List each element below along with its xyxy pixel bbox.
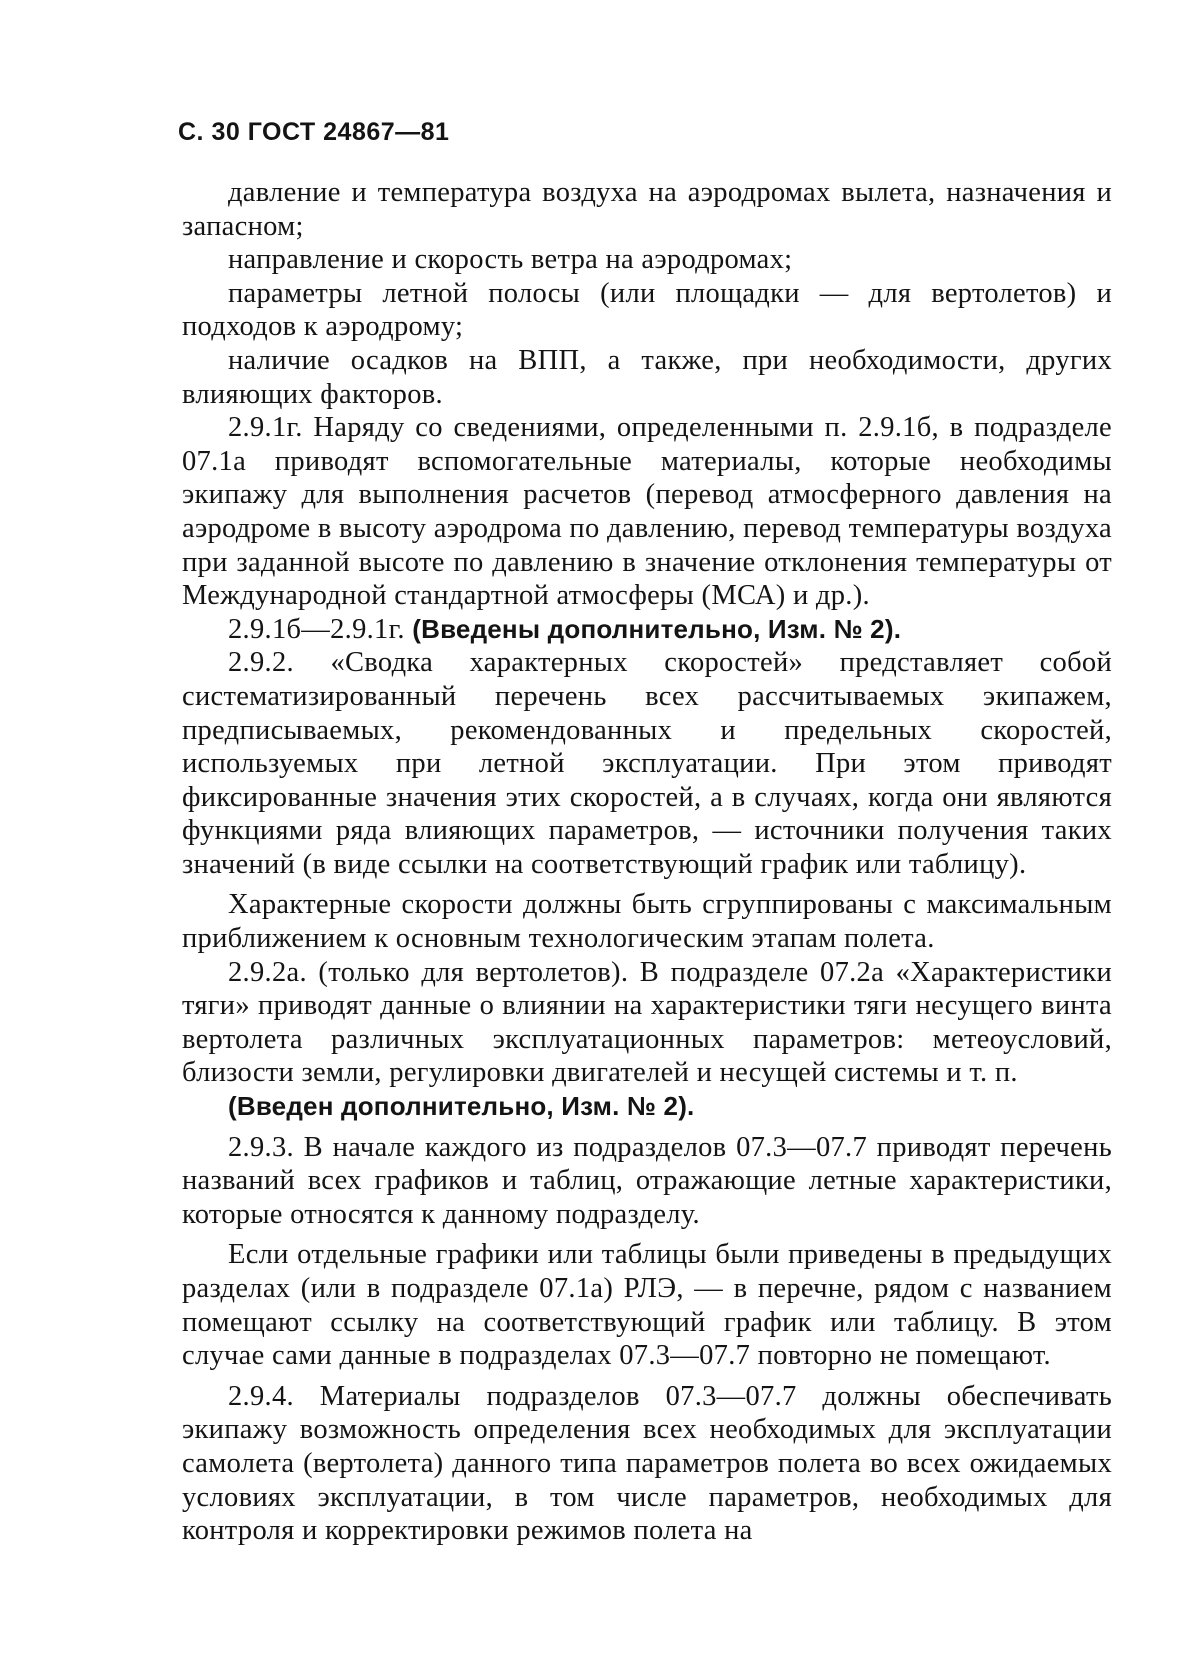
page-header: С. 30 ГОСТ 24867—81 — [178, 118, 450, 146]
paragraph-wind: направление и скорость ветра на аэродромах; — [228, 244, 793, 276]
paragraph-2-9-2a: 2.9.2а. (только для вертолетов). В подразделе 07.2а «Характеристики тяги» приводят данные о влиянии на характеристики тяги несущего винта вертолета различных эксплуатационных параметров: метеоусловий, близости земли, регулировки двигателей и несущей системы и т. п. — [182, 956, 1112, 1089]
amendment-text: (Введен дополнительно, Изм. № 2). — [228, 1091, 695, 1122]
paragraph-amendment-note-2 — [182, 1090, 1112, 1124]
amendment-ref: 2.9.1б—2.9.1г. — [228, 613, 413, 645]
paragraph-2-9-1g: 2.9.1г. Наряду со сведениями, определенными п. 2.9.1б, в подразделе 07.1а приводят вспомогательные материалы, которые необходимы экипажу для выполнения расчетов (перевод атмосферного давления на аэродроме в высоту аэродрома по давлению, перевод температуры воздуха при заданной высоте по давлению в значение отклонения температуры от Международной стандартной атмосферы (МСА) и др.). — [182, 412, 1112, 612]
document-body — [182, 176, 1112, 1548]
paragraph-pressure-temperature: давление и температура воздуха на аэродромах вылета, назначения и запасном; — [182, 177, 1112, 242]
paragraph-runway-params: параметры летной полосы (или площадки — для вертолетов) и подходов к аэродрому; — [182, 277, 1112, 343]
amendment-text: (Введены дополнительно, Изм. № 2). — [412, 613, 902, 644]
paragraph-2-9-2: 2.9.2. «Сводка характерных скоростей» представляет собой систематизированный перечень всех рассчитываемых экипажем, предписываемых, рекомендованных и предельных скоростей, используемых при летной эксплуатации. При этом приводят фиксированные значения этих скоростей, а в случаях, когда они являются функциями ряда влияющих параметров, — источники получения таких значений (в виде ссылки на соответствующий график или таблицу). — [182, 647, 1112, 880]
paragraph-characteristic-speeds: Характерные скорости должны быть сгруппированы с максимальным приближением к основным технологическим этапам полета. — [182, 889, 1112, 955]
paragraph-precipitation: наличие осадков на ВПП, а также, при необходимости, других влияющих факторов. — [182, 344, 1112, 410]
paragraph-2-9-4: 2.9.4. Материалы подразделов 07.3—07.7 должны обеспечивать экипажу возможность определения всех необходимых для эксплуатации самолета (вертолета) данного типа параметров полета во всех ожидаемых условиях эксплуатации, в том числе параметров, необходимых для контроля и корректировки режимов полета на — [182, 1380, 1112, 1547]
paragraph-previous-charts: Если отдельные графики или таблицы были приведены в предыдущих разделах (или в подразделе 07.1а) РЛЭ, — в перечне, рядом с названием помещают ссылку на соответствующий график или таблицу. В этом случае сами данные в подразделах 07.3—07.7 повторно не помещают. — [182, 1239, 1112, 1372]
paragraph-amendment-note-1 — [182, 613, 1112, 647]
paragraph-2-9-3: 2.9.3. В начале каждого из подразделов 07.3—07.7 приводят перечень названий всех графиков и таблиц, отражающие летные характеристики, которые относятся к данному подразделу. — [182, 1131, 1112, 1230]
